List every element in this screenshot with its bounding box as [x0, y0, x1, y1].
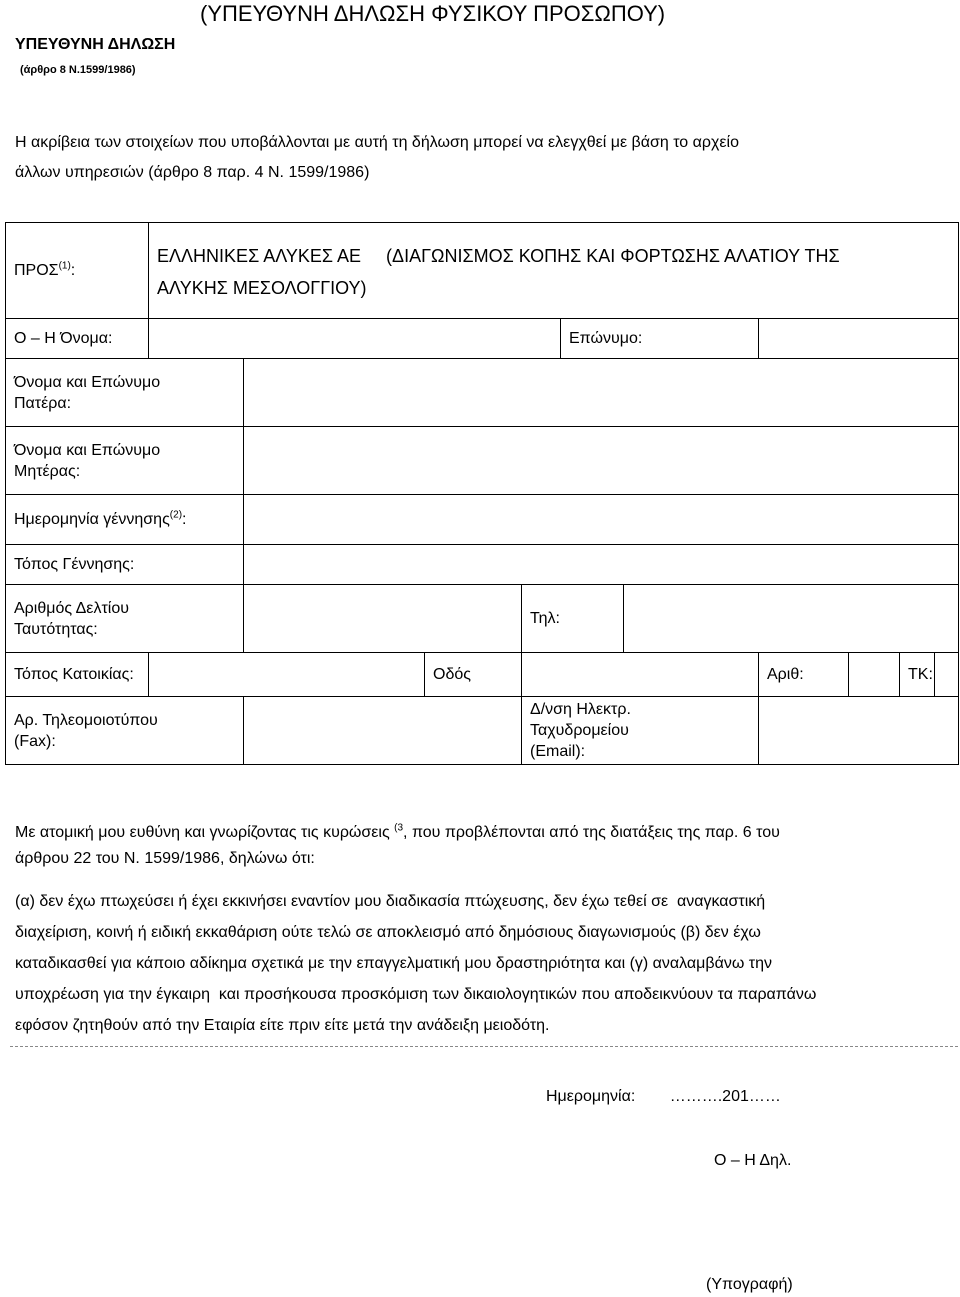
to-label-cell: ΠΡΟΣ$^{(1)}$:	[6, 223, 149, 319]
intro-line-1: Η ακρίβεια των στοιχείων που υποβάλλονται με αυτή τη δήλωση μπορεί να ελεγχθεί με βάση το αρχείο	[15, 134, 739, 151]
form-title: ΥΠΕΥΘΥΝΗ ΔΗΛΩΣΗ	[15, 36, 176, 53]
father-name-field[interactable]	[244, 359, 959, 427]
intro-text	[15, 128, 945, 188]
signer-label: Ο – Η Δηλ.	[714, 1152, 792, 1169]
signature-label: (Υπογραφή)	[706, 1276, 793, 1293]
street-field[interactable]	[522, 653, 759, 697]
declaration-intro: Με ατομική μου ευθύνη και γνωρίζοντας τις κυρώσεις $^{(3}$, που προβλέπονται από της διατάξεις της παρ. 6 του άρθρου 22 του Ν. 1599/1986, δηλώνω ότι:	[15, 822, 780, 867]
fax-label: Αρ. Τηλεομοιοτύπου (Fax):	[6, 697, 244, 765]
last-name-label: Επώνυμο:	[561, 319, 759, 359]
dashed-divider	[10, 1046, 958, 1047]
phone-label: Τηλ:	[522, 585, 624, 653]
father-name-label: Όνομα και Επώνυμο Πατέρα:	[6, 359, 244, 427]
number-label: Αριθ:	[759, 653, 849, 697]
first-name-field[interactable]	[149, 319, 561, 359]
street-label: Οδός	[425, 653, 522, 697]
birth-date-field[interactable]	[244, 495, 959, 545]
body-line-3: καταδικασθεί για κάποιο αδίκημα σχετικά με την επαγγελματική μου δραστηριότητα και (γ) αναλαμβάνω την	[15, 955, 773, 972]
number-field[interactable]	[849, 653, 900, 697]
body-line-1: (α) δεν έχω πτωχεύσει ή έχει εκκινήσει εναντίον μου διαδικασία πτώχευσης, δεν έχω τεθεί σε αναγκαστική	[15, 893, 766, 910]
mother-name-field[interactable]	[244, 427, 959, 495]
date-value[interactable]: ……….201……	[669, 1088, 781, 1105]
birth-place-field[interactable]	[244, 545, 959, 585]
mother-name-label: Όνομα και Επώνυμο Μητέρας:	[6, 427, 244, 495]
email-field[interactable]	[759, 697, 959, 765]
id-number-label: Αριθμός Δελτίου Ταυτότητας:	[6, 585, 244, 653]
to-value-line-2: ΑΛΥΚΗΣ ΜΕΣΟΛΟΓΓΙΟΥ)	[157, 277, 367, 298]
zip-label: ΤΚ:	[900, 653, 935, 697]
body-line-2: διαχείριση, κοινή ή ειδική εκκαθάριση ούτε τελώ σε αποκλεισμό από δημόσιους διαγωνισμούς (β) δεν έχω	[15, 924, 761, 941]
intro-line-2: άλλων υπηρεσιών (άρθρο 8 παρ. 4 Ν. 1599/1986)	[15, 164, 370, 181]
to-value-line-1: ΕΛΛΗΝΙΚΕΣ ΑΛΥΚΕΣ ΑΕ (ΔΙΑΓΩΝΙΣΜΟΣ ΚΟΠΗΣ ΚΑΙ ΦΟΡΤΩΣΗΣ ΑΛΑΤΙΟΥ ΤΗΣ	[157, 245, 840, 266]
email-label: Δ/νση Ηλεκτρ. Ταχυδρομείου (Email):	[522, 697, 759, 765]
to-value-cell[interactable]	[149, 223, 959, 319]
fax-field[interactable]	[244, 697, 522, 765]
law-reference: (άρθρο 8 Ν.1599/1986)	[20, 64, 136, 76]
residence-label: Τόπος Κατοικίας:	[6, 653, 149, 697]
date-label: Ημερομηνία:	[546, 1088, 636, 1105]
date-line	[546, 1088, 781, 1106]
last-name-field[interactable]	[759, 319, 959, 359]
declaration-body	[15, 886, 945, 1041]
birth-date-label: Ημερομηνία γέννησης$^{(2)}$:	[6, 495, 244, 545]
body-line-4: υποχρέωση για την έγκαιρη και προσήκουσα προσκόμιση των δικαιολογητικών που αποδεικνύουν τα παραπάνω	[15, 986, 817, 1003]
first-name-label: Ο – Η Όνομα:	[6, 319, 149, 359]
zip-field[interactable]	[935, 653, 959, 697]
body-line-5: εφόσον ζητηθούν από την Εταιρία είτε πριν είτε μετά την ανάδειξη μειοδότη.	[15, 1017, 550, 1034]
residence-field[interactable]	[149, 653, 425, 697]
id-number-field[interactable]	[244, 585, 522, 653]
declaration-form-table	[5, 222, 959, 765]
form-subtitle: (ΥΠΕΥΘΥΝΗ ΔΗΛΩΣΗ ΦΥΣΙΚΟΥ ΠΡΟΣΩΠΟΥ)	[200, 1, 666, 26]
birth-place-label: Τόπος Γέννησης:	[6, 545, 244, 585]
phone-field[interactable]	[624, 585, 959, 653]
